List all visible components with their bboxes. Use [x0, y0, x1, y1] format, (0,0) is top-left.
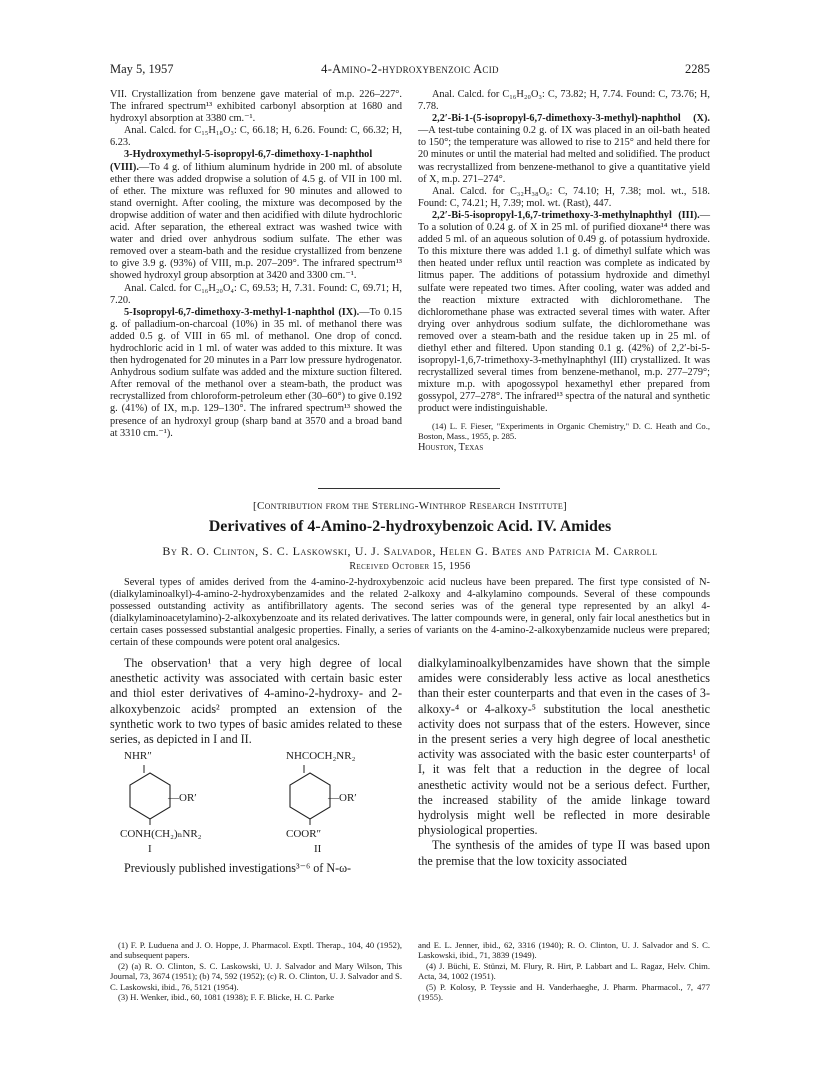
article-title: Derivatives of 4-Amino-2-hydroxybenzoic Acid. IV. Amides: [208, 518, 612, 535]
footnotes-right: [418, 940, 710, 1002]
analysis-paragraph: Anal. Calcd. for C₁₆H₂₀O₃: C, 73.82; H, 7.74. Found: C, 73.76; H, 7.78.: [418, 89, 710, 113]
analysis-paragraph: Anal. Calcd. for C₃₂H₃₈O₆: C, 74.10; H, 7.38; mol. wt., 518. Found: C, 74.21; H, 7.39; mol. wt. (Rast), 447.: [418, 185, 710, 209]
paragraph: VII. Crystallization from benzene gave material of m.p. 226–227°. The infrared spectrum¹³ exhibited carbonyl absorption at 1680 and hydroxyl absorption at 3380 cm.⁻¹.: [110, 89, 402, 125]
structure-I-label: I: [148, 843, 152, 856]
footnote-4: (4) J. Büchi, E. Stünzi, M. Flury, R. Hirt, P. Labbart and L. Ragaz, Helv. Chim. Acta, 34, 1002 (1951).: [418, 960, 710, 982]
analysis-paragraph: Anal. Calcd. for C₁₅H₁₈O₃: C, 66.18; H, 6.26. Found: C, 66.32; H, 6.23.: [110, 125, 402, 149]
author-line: By R. O. Clinton, S. C. Laskowski, U. J. Salvador, Helen G. Bates and Patricia M. Carroll: [162, 544, 658, 558]
structure-II-bottom-group: COOR″: [286, 828, 322, 841]
compound-paragraph: [110, 149, 402, 282]
footnote-3-continued: and E. L. Jenner, ibid., 62, 3316 (1940); R. O. Clinton, U. J. Salvador and S. C. Laskowski, ibid., 71, 3839 (1949).: [418, 940, 710, 961]
section-divider: [318, 488, 500, 489]
paragraph: The synthesis of the amides of type II was based upon the premise that the low toxicity associated: [418, 838, 710, 868]
location: Houston, Texas: [418, 441, 484, 453]
compound-paragraph: [418, 210, 710, 416]
structure-II-top-group: NHCOCH₂NR₂: [286, 750, 356, 763]
compound-text: —To 0.15 g. of palladium-on-charcoal (10%) in 35 ml. of methanol there was added 0.5 g. of VIII in 65 ml. of methanol. One drop of concd. hydrochloric acid in 1 ml. of water was added to this mixture. It was then hydrogenated for 20 minutes in a Parr low pressure hydrogenator. Anhydrous sodium sulfate was added and the mixture suction filtered. After removal of the methanol over a steam-bath, the product was recrystallized from chloroform-petroleum ether (30–60°) to give 0.192 g. (41%) of IX, m.p. 129–130°. The infrared spectrum¹³ showed the presence of an hydroxyl group (sharp band at 3570 and a broad band at 3310 cm.⁻¹).: [110, 306, 402, 439]
top-left-column: [110, 89, 402, 440]
running-title: 4-Amino-2-hydroxybenzoic Acid: [321, 62, 499, 76]
compound-paragraph: [110, 307, 402, 440]
compound-paragraph: [418, 113, 710, 186]
footnotes-left: [110, 940, 402, 1002]
analysis-paragraph: Anal. Calcd. for C₁₆H₂₀O₄: C, 69.53; H, 7.31. Found: C, 69.71; H, 7.20.: [110, 282, 402, 306]
received-date: Received October 15, 1956: [349, 561, 471, 572]
contribution-line: [Contribution from the Sterling-Winthrop Research Institute]: [252, 500, 567, 512]
footnote-3: (3) H. Wenker, ibid., 60, 1081 (1938); F. F. Blicke, H. C. Parke: [118, 992, 335, 1003]
compound-heading: 2,2′-Bi-5-isopropyl-1,6,7-trimethoxy-3-methylnaphthyl (III).: [432, 209, 700, 221]
paragraph: dialkylaminoalkylbenzamides have shown that the simple amides were considerably less active as local anesthetics than their ester counterparts and that even in the cases of 3-alkoxy-⁴ or 4-alkoxy-⁵ substitution the local anesthetic activity does not surpass that of the esters. However, since in the present series a very high degree of local anesthetic activity was associated with the basic ester counterparts¹ of I, it was felt that a reduction in the degree of local anesthetic activity would not be a serious defect. Further, the increased stability of the amide linkage toward hydrolysis might well be reflected in more desirable physiological properties.: [418, 656, 710, 838]
body-left-column: [110, 656, 402, 876]
issue-date: May 5, 1957: [110, 62, 174, 76]
top-right-column: [418, 89, 710, 454]
footnote-1: (1) F. P. Luduena and J. O. Hoppe, J. Pharmacol. Exptl. Therap., 104, 40 (1952), and subsequent papers.: [110, 940, 402, 961]
page-number: 2285: [685, 62, 710, 76]
intro-paragraph: The observation¹ that a very high degree of local anesthetic activity was associated with certain basic ester and thiol ester derivatives of 4-amino-2-hydroxy- and 2-alkoxybenzoic acids² prompted an extension of the synthetic work to two types of basic amides related to these series, as depicted in I and II.: [110, 656, 402, 747]
footnote-14: (14) L. F. Fieser, "Experiments in Organic Chemistry," D. C. Heath and Co., Boston, Mass., 1955, p. 285.: [418, 420, 710, 442]
structure-diagrams: [110, 749, 402, 859]
paragraph: Previously published investigations³⁻⁶ of N-ω-: [124, 861, 352, 876]
structure-I-top-group: NHR″: [124, 750, 152, 763]
compound-text: —To a solution of 0.24 g. of X in 25 ml. of purified dioxane¹⁴ there was added 5 ml. of an aqueous solution of 0.49 g. of potassium hydroxide. To this mixture there was added 1.1 g. of dimethyl sulfate which was then heated under reflux until reaction was complete as indicated by litmus paper. The additions of potassium hydroxide and dimethyl sulfate were repeated two times. After cooling, water was added and the reaction mixture extracted with dichloromethane. The dichloromethane phase was extracted several times with water. After drying over anhydrous sodium sulfate, the dichloromethane was removed over a steam-bath and the residue taken up in 25 ml. of diethyl ether and filtered. Upon standing 0.1 g. (42%) of 2,2′-bi-5-isopropyl-1,6,7-trimethoxy-3-methylnaphthyl (III) crystallized. It was recrystallized several times from benzene-methanol, m.p. 277–279°; mixture m.p. with apogossypol hexamethyl ether prepared from gossypol, 277–278°. The infrared¹³ spectra of the natural and synthetic product were indistinguishable.: [418, 209, 710, 415]
body-right-column: [418, 656, 710, 869]
footnote-2: (2) (a) R. O. Clinton, S. C. Laskowski, U. J. Salvador and Mary Wilson, This Journal, 73, 3674 (1951); (b) 74, 592 (1952); (c) R. O. Clinton, U. J. Salvador and S. C. Laskowski, ibid., 76, 5121 (1954).: [110, 960, 402, 992]
abstract: [110, 577, 710, 650]
structure-I-bottom-group: CONH(CH₂)ₙNR₂: [120, 828, 202, 841]
footnote-5: (5) P. Kolosy, P. Teyssie and H. Vanderhaeghe, J. Pharm. Pharmacol., 7, 477 (1955).: [418, 981, 710, 1003]
structure-I-substituent: —OR′: [168, 792, 197, 805]
compound-heading: 5-Isopropyl-6,7-dimethoxy-3-methyl-1-naphthol (IX).: [124, 306, 360, 318]
compound-text: —A test-tube containing 0.2 g. of IX was placed in an oil-bath heated to 150°; the temperature was allowed to rise to 215° and held there for 20 minutes or until the material had melted and solidified. The product was recrystallized from benzene-methanol to give a quantitative yield of X, m.p. 271–274°.: [418, 125, 710, 185]
compound-text: —To 4 g. of lithium aluminum hydride in 200 ml. of absolute ether there was added dropwise a solution of 4.5 g. of VII in 100 ml. of ether. The mixture was refluxed for 90 minutes and allowed to stand overnight. After cooling, the mixture was decomposed by the dropwise addition of water and then acidified with dilute hydrochloric acid. After separation, the ethereal extract was washed twice with water and dried over anhydrous sodium sulfate. The ether was removed over a steam-bath and the residue crystallized from benzene to give 3.9 g. (93%) of VIII, m.p. 207–209°. The infrared spectrum¹³ showed hydroxyl group absorption at 3420 and 3300 cm.⁻¹.: [110, 161, 402, 282]
compound-heading: 2,2′-Bi-1-(5-isopropyl-6,7-dimethoxy-3-methyl)-naphthol (X).: [432, 113, 710, 125]
structure-II-substituent: —OR′: [328, 792, 357, 805]
structure-II-label: II: [314, 843, 322, 856]
compound-heading: 3-Hydroxymethyl-5-isopropyl-6,7-dimethoxy-1-naphthol (VIII).: [110, 149, 373, 173]
abstract-text: Several types of amides derived from the 4-amino-2-hydroxybenzoic acid nucleus have been prepared. The first type consisted of N-(dialkylaminoalkyl)-4-amino-2-hydroxybenzamides and the related 2-alkoxy and 4-alkylamino compounds. Several of these compounds possessed outstanding activity as antifibrillatory agents. The second series was of the general type represented by an alkyl 4-(dialkylaminoacetylamino)-2-alkoxybenzoate and its related derivatives. The latter compounds were, in general, only fair local anesthetics but in certain cases possessed substantial analgesic properties. Finally, a series of variants on the 4-amino-2-alkoxybenzamide nucleus were prepared; certain of these compounds were potent oral analgesics.: [110, 577, 710, 649]
